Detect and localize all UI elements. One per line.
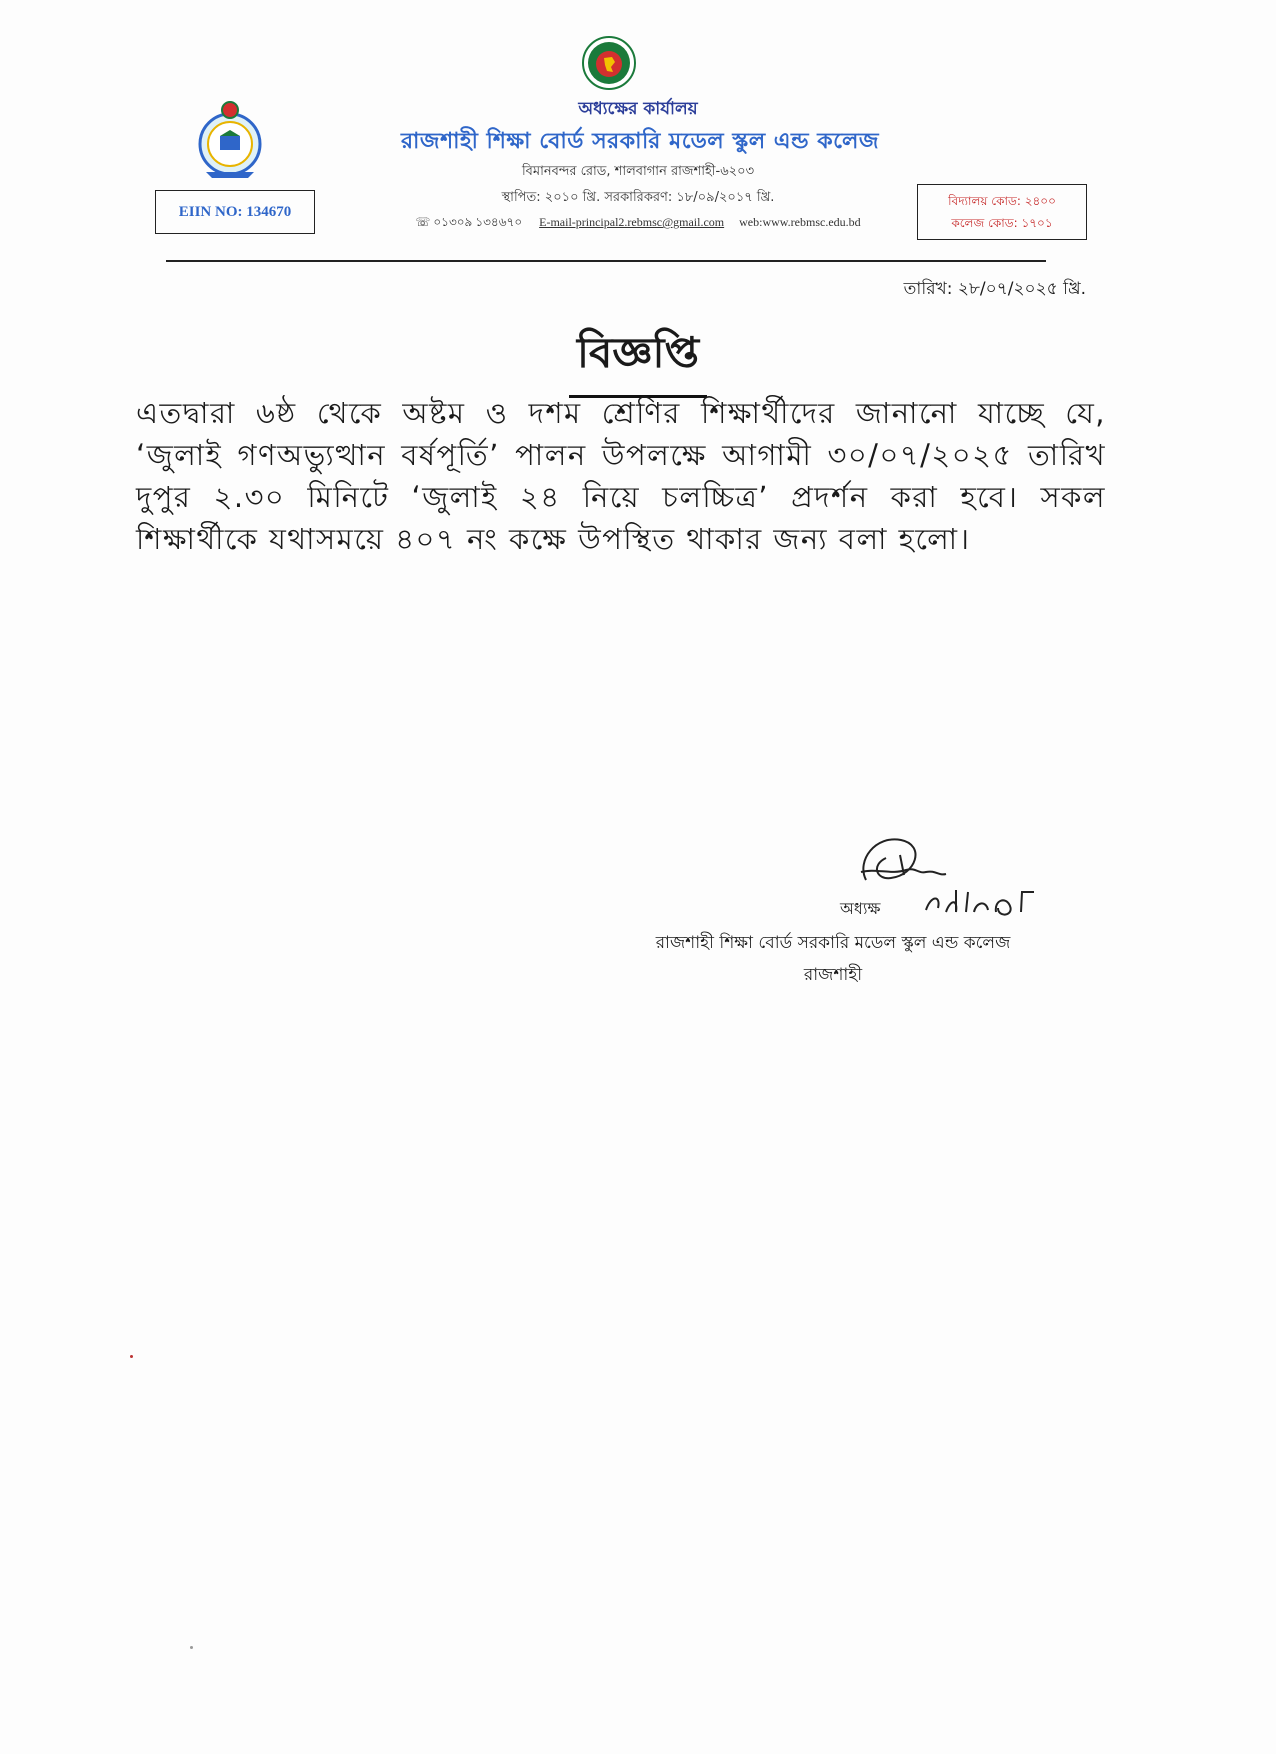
phone-icon: ☏ [415,215,434,229]
school-code: বিদ্যালয় কোড: ২৪০০ [948,194,1056,208]
email-link[interactable]: E-mail-principal2.rebmsc@gmail.com [539,215,725,229]
scan-speck [130,1355,133,1358]
notice-body: এতদ্বারা ৬ষ্ঠ থেকে অষ্টম ও দশম শ্রেণির শিক্ষার্থীদের জানানো যাচ্ছে যে, ‘জুলাই গণঅভ্যুত্থান বর্ষপূর্তি’ পালন উপলক্ষে আগামী ৩০/০৭/২০২৫ তারিখ দুপুর ২.৩০ মিনিটে ‘জুলাই ২৪ নিয়ে চলচ্চিত্র’ প্রদর্শন করা হবে। সকল শিক্ষার্থীকে যথাসময়ে ৪০৭ নং কক্ষে উপস্থিত থাকার জন্য বলা হলো। [136,396,1106,556]
signatory-city: রাজশাহী [803,965,863,985]
signatory-title: অধ্যক্ষ [840,899,881,918]
school-name: রাজশাহী শিক্ষা বোর্ড সরকারি মডেল স্কুল এন্ড কলেজ [400,129,880,154]
notice-title-text: বিজ্ঞপ্তি [569,320,707,398]
scan-speck [190,1646,193,1649]
phone-number: ☏ ০১৩০৯ ১৩৪৬৭০ [415,215,523,229]
handwritten-signature [846,820,1076,930]
header-divider [166,260,1046,262]
office-heading: অধ্যক্ষের কার্যালয় [578,99,698,119]
signatory-organization: রাজশাহী শিক্ষা বোর্ড সরকারি মডেল স্কুল এন্ড কলেজ [655,933,1011,953]
establishment-info: স্থাপিত: ২০১০ খ্রি. সরকারিকরণ: ১৮/০৯/২০১৭ খ্রি. [501,190,775,205]
government-seal-icon [582,36,636,90]
school-address: বিমানবন্দর রোড, শালবাগান রাজশাহী-৬২০৩ [521,164,755,179]
college-code: কলেজ কোড: ১৭০১ [951,216,1053,230]
eiin-box: EIIN NO: 134670 [155,190,315,234]
institution-codes-box [917,184,1087,240]
notice-title [0,320,1276,398]
website-link[interactable]: web:www.rebmsc.edu.bd [739,215,861,229]
notice-date: তারিখ: ২৮/০৭/২০২৫ খ্রি. [903,279,1086,299]
